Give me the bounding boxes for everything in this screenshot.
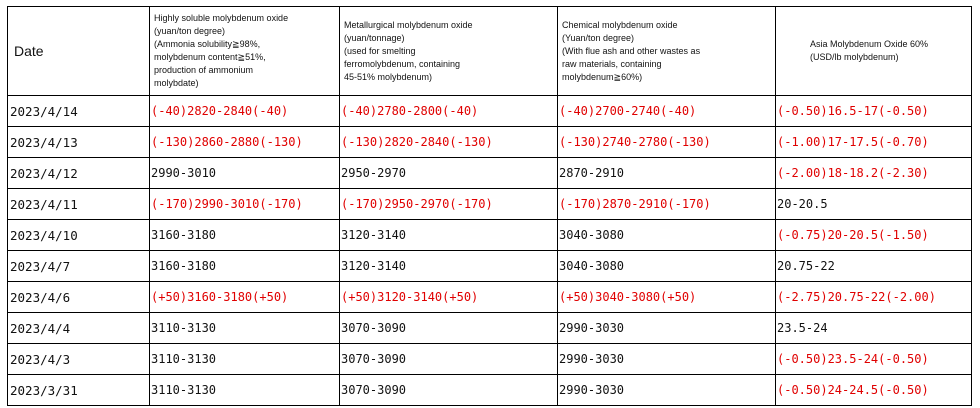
header-asia-oxide-text: Asia Molybdenum Oxide 60% (USD/lb molybdenum)	[810, 39, 929, 62]
price-table-container	[7, 6, 975, 406]
asia-oxide-cell: (-0.50)24-24.5(-0.50)	[776, 375, 972, 406]
table-row	[8, 220, 972, 251]
date-cell: 2023/4/7	[8, 251, 150, 282]
chemical-cell: 2870-2910	[558, 158, 776, 189]
header-metallurgical-text: Metallurgical molybdenum oxide (yuan/tonnage) (used for smelting ferromolybdenum, containing 45-51% molybdenum)	[344, 19, 473, 82]
asia-oxide-cell: (-2.75)20.75-22(-2.00)	[776, 282, 972, 313]
header-highly-soluble-text: Highly soluble molybdenum oxide (yuan/ton degree) (Ammonia solubility≧98%, molybdenum content≧51%, production of ammonium molybdate)	[154, 13, 289, 88]
date-cell: 2023/4/4	[8, 313, 150, 344]
chemical-cell: 2990-3030	[558, 344, 776, 375]
table-row	[8, 375, 972, 406]
metallurgical-cell: 3070-3090	[340, 344, 558, 375]
asia-oxide-cell: (-0.75)20-20.5(-1.50)	[776, 220, 972, 251]
date-cell: 2023/3/31	[8, 375, 150, 406]
date-cell: 2023/4/12	[8, 158, 150, 189]
metallurgical-cell: 3120-3140	[340, 251, 558, 282]
table-row	[8, 251, 972, 282]
highly-soluble-cell: 3110-3130	[150, 344, 340, 375]
asia-oxide-cell: 23.5-24	[776, 313, 972, 344]
table-row	[8, 158, 972, 189]
date-cell: 2023/4/11	[8, 189, 150, 220]
chemical-cell: (+50)3040-3080(+50)	[558, 282, 776, 313]
chemical-cell: (-130)2740-2780(-130)	[558, 127, 776, 158]
metallurgical-cell: 3070-3090	[340, 313, 558, 344]
table-row	[8, 127, 972, 158]
metallurgical-cell: (-130)2820-2840(-130)	[340, 127, 558, 158]
table-row	[8, 282, 972, 313]
date-cell: 2023/4/6	[8, 282, 150, 313]
table-row	[8, 344, 972, 375]
highly-soluble-cell: 3110-3130	[150, 375, 340, 406]
molybdenum-price-table	[7, 6, 972, 406]
highly-soluble-cell: (+50)3160-3180(+50)	[150, 282, 340, 313]
header-metallurgical	[340, 7, 558, 96]
date-cell: 2023/4/10	[8, 220, 150, 251]
price-rows	[8, 96, 972, 406]
date-cell: 2023/4/3	[8, 344, 150, 375]
highly-soluble-cell: 3160-3180	[150, 220, 340, 251]
asia-oxide-cell: (-2.00)18-18.2(-2.30)	[776, 158, 972, 189]
metallurgical-cell: 3120-3140	[340, 220, 558, 251]
header-date: Date	[8, 7, 150, 96]
asia-oxide-cell: 20-20.5	[776, 189, 972, 220]
table-row	[8, 96, 972, 127]
chemical-cell: (-40)2700-2740(-40)	[558, 96, 776, 127]
asia-oxide-cell: (-0.50)23.5-24(-0.50)	[776, 344, 972, 375]
date-cell: 2023/4/13	[8, 127, 150, 158]
chemical-cell: 3040-3080	[558, 251, 776, 282]
header-highly-soluble	[150, 7, 340, 96]
asia-oxide-cell: (-1.00)17-17.5(-0.70)	[776, 127, 972, 158]
date-cell: 2023/4/14	[8, 96, 150, 127]
table-row	[8, 189, 972, 220]
metallurgical-cell: (-40)2780-2800(-40)	[340, 96, 558, 127]
metallurgical-cell: 2950-2970	[340, 158, 558, 189]
highly-soluble-cell: (-130)2860-2880(-130)	[150, 127, 340, 158]
chemical-cell: 2990-3030	[558, 375, 776, 406]
highly-soluble-cell: (-170)2990-3010(-170)	[150, 189, 340, 220]
metallurgical-cell: (+50)3120-3140(+50)	[340, 282, 558, 313]
header-chemical-text: Chemical molybdenum oxide (Yuan/ton degree) (With flue ash and other wastes as raw materials, containing molybdenum≧60%)	[562, 19, 701, 82]
header-asia-oxide	[776, 7, 972, 96]
highly-soluble-cell: 2990-3010	[150, 158, 340, 189]
chemical-cell: (-170)2870-2910(-170)	[558, 189, 776, 220]
asia-oxide-cell: 20.75-22	[776, 251, 972, 282]
asia-oxide-cell: (-0.50)16.5-17(-0.50)	[776, 96, 972, 127]
header-row	[8, 7, 972, 96]
highly-soluble-cell: (-40)2820-2840(-40)	[150, 96, 340, 127]
metallurgical-cell: 3070-3090	[340, 375, 558, 406]
header-chemical	[558, 7, 776, 96]
highly-soluble-cell: 3160-3180	[150, 251, 340, 282]
highly-soluble-cell: 3110-3130	[150, 313, 340, 344]
chemical-cell: 2990-3030	[558, 313, 776, 344]
table-row	[8, 313, 972, 344]
chemical-cell: 3040-3080	[558, 220, 776, 251]
metallurgical-cell: (-170)2950-2970(-170)	[340, 189, 558, 220]
